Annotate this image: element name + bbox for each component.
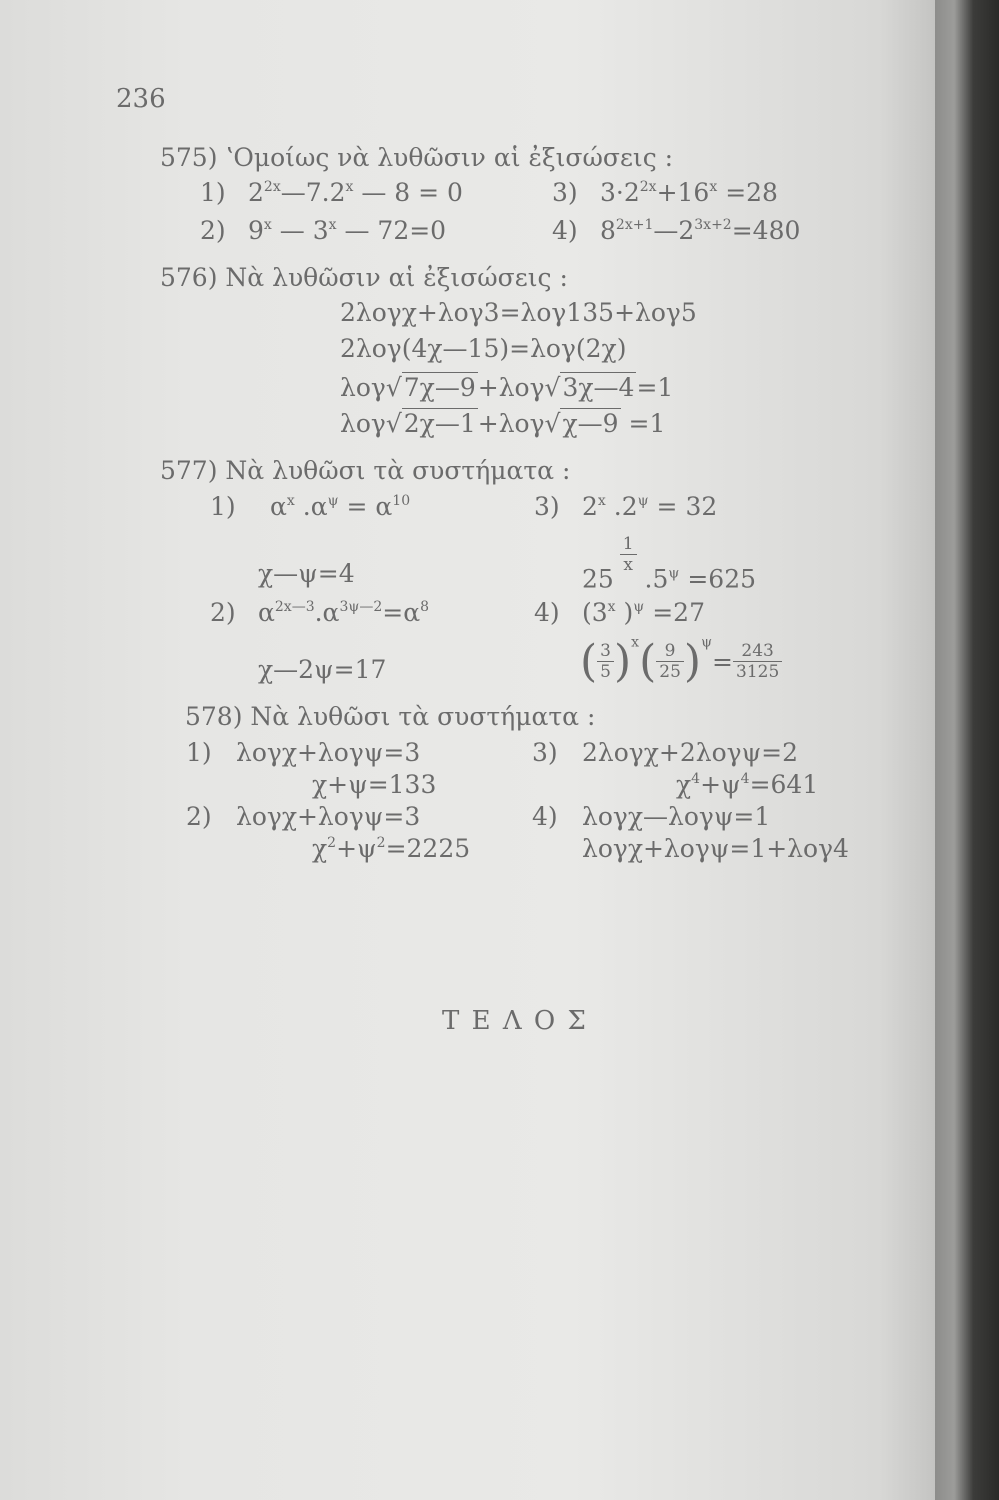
system-577-1-eq1: $\alpha^x$ $.\alpha^\psi = \alpha^{10}$ xyxy=(270,492,411,521)
item-number: 4) xyxy=(552,216,578,245)
system-578-3-eq1: 2λογχ+2λογψ=2 xyxy=(582,738,799,767)
system-577-3-eq2: 25 $\frac{1}{x}$ $.5^\psi =625$ xyxy=(582,534,757,594)
system-577-3-eq1: 2$^x$ $.2^\psi = 32$ xyxy=(582,492,718,521)
system-578-2-eq1: λογχ+λογψ=3 xyxy=(236,802,421,831)
equation-576-3: λογ√7χ—9+λογ√3χ—4=1 xyxy=(340,373,674,402)
system-577-4-eq2: ( $\frac{3}{5}$ )$^x$( $\frac{9}{25}$ )$^\psi$= $\frac{243}{3125}$ xyxy=(580,640,782,684)
system-577-4-eq1: (3$^x$ )$^\psi$ =27 xyxy=(582,598,705,627)
system-578-1-eq2: χ+ψ=133 xyxy=(312,770,437,799)
equation-575-1: $2^{2x}—7.2^x$ — 8 = 0 xyxy=(248,178,463,207)
system-577-1-eq2: χ—ψ=4 xyxy=(258,559,355,588)
exercise-577-header: 577) Νὰ λυθῶσι τὰ συστήματα : xyxy=(160,456,571,485)
item-number: 1) xyxy=(200,178,226,207)
item-number: 1) xyxy=(210,492,236,521)
exercise-575-header: 575) ʽΟμοίως νὰ λυθῶσιν αἱ ἐξισώσεις : xyxy=(160,143,674,172)
equation-575-3: $3\cdot 2^{2x}+16^x =28$ xyxy=(600,178,778,207)
system-578-2-eq2: $\chi^2+\psi^2=2225$ xyxy=(312,834,471,863)
item-number: 2) xyxy=(186,802,212,831)
system-578-4-eq2: λογχ+λογψ=1+λογ4 xyxy=(582,834,849,863)
equation-575-2: 9$^x$ — 3$^x$ — 72=0 xyxy=(248,216,447,245)
item-number: 2) xyxy=(200,216,226,245)
item-number: 4) xyxy=(534,598,560,627)
end-title: Τ Ε Λ Ο Σ xyxy=(442,1006,588,1036)
system-577-2-eq2: χ—2ψ=17 xyxy=(258,655,387,684)
equation-576-2: 2λογ(4χ—15)=λογ(2χ) xyxy=(340,334,627,363)
page-number: 236 xyxy=(116,84,166,114)
page-edge xyxy=(935,0,999,1500)
item-number: 1) xyxy=(186,738,212,767)
exercise-576-header: 576) Νὰ λυθῶσιν αἱ ἐξισώσεις : xyxy=(160,263,568,292)
item-number: 3) xyxy=(534,492,560,521)
equation-576-4: λογ√2χ—1+λογ√χ—9 =1 xyxy=(340,409,666,438)
system-578-4-eq1: λογχ—λογψ=1 xyxy=(582,802,771,831)
item-number: 2) xyxy=(210,598,236,627)
system-578-3-eq2: $\chi^4+\psi^4=641$ xyxy=(676,770,819,799)
equation-576-1: 2λογχ+λογ3=λογ135+λογ5 xyxy=(340,298,697,327)
system-578-1-eq1: λογχ+λογψ=3 xyxy=(236,738,421,767)
item-number: 4) xyxy=(532,802,558,831)
item-number: 3) xyxy=(532,738,558,767)
item-number: 3) xyxy=(552,178,578,207)
equation-575-4: $8^{2x+1}—2^{3x+2}=480$ xyxy=(600,216,801,245)
system-577-2-eq1: $\alpha^{2x—3}.\alpha^{3\psi—2}=\alpha^8$ xyxy=(258,598,430,627)
exercise-578-header: 578) Νὰ λυθῶσι τὰ συστήματα : xyxy=(185,702,596,731)
